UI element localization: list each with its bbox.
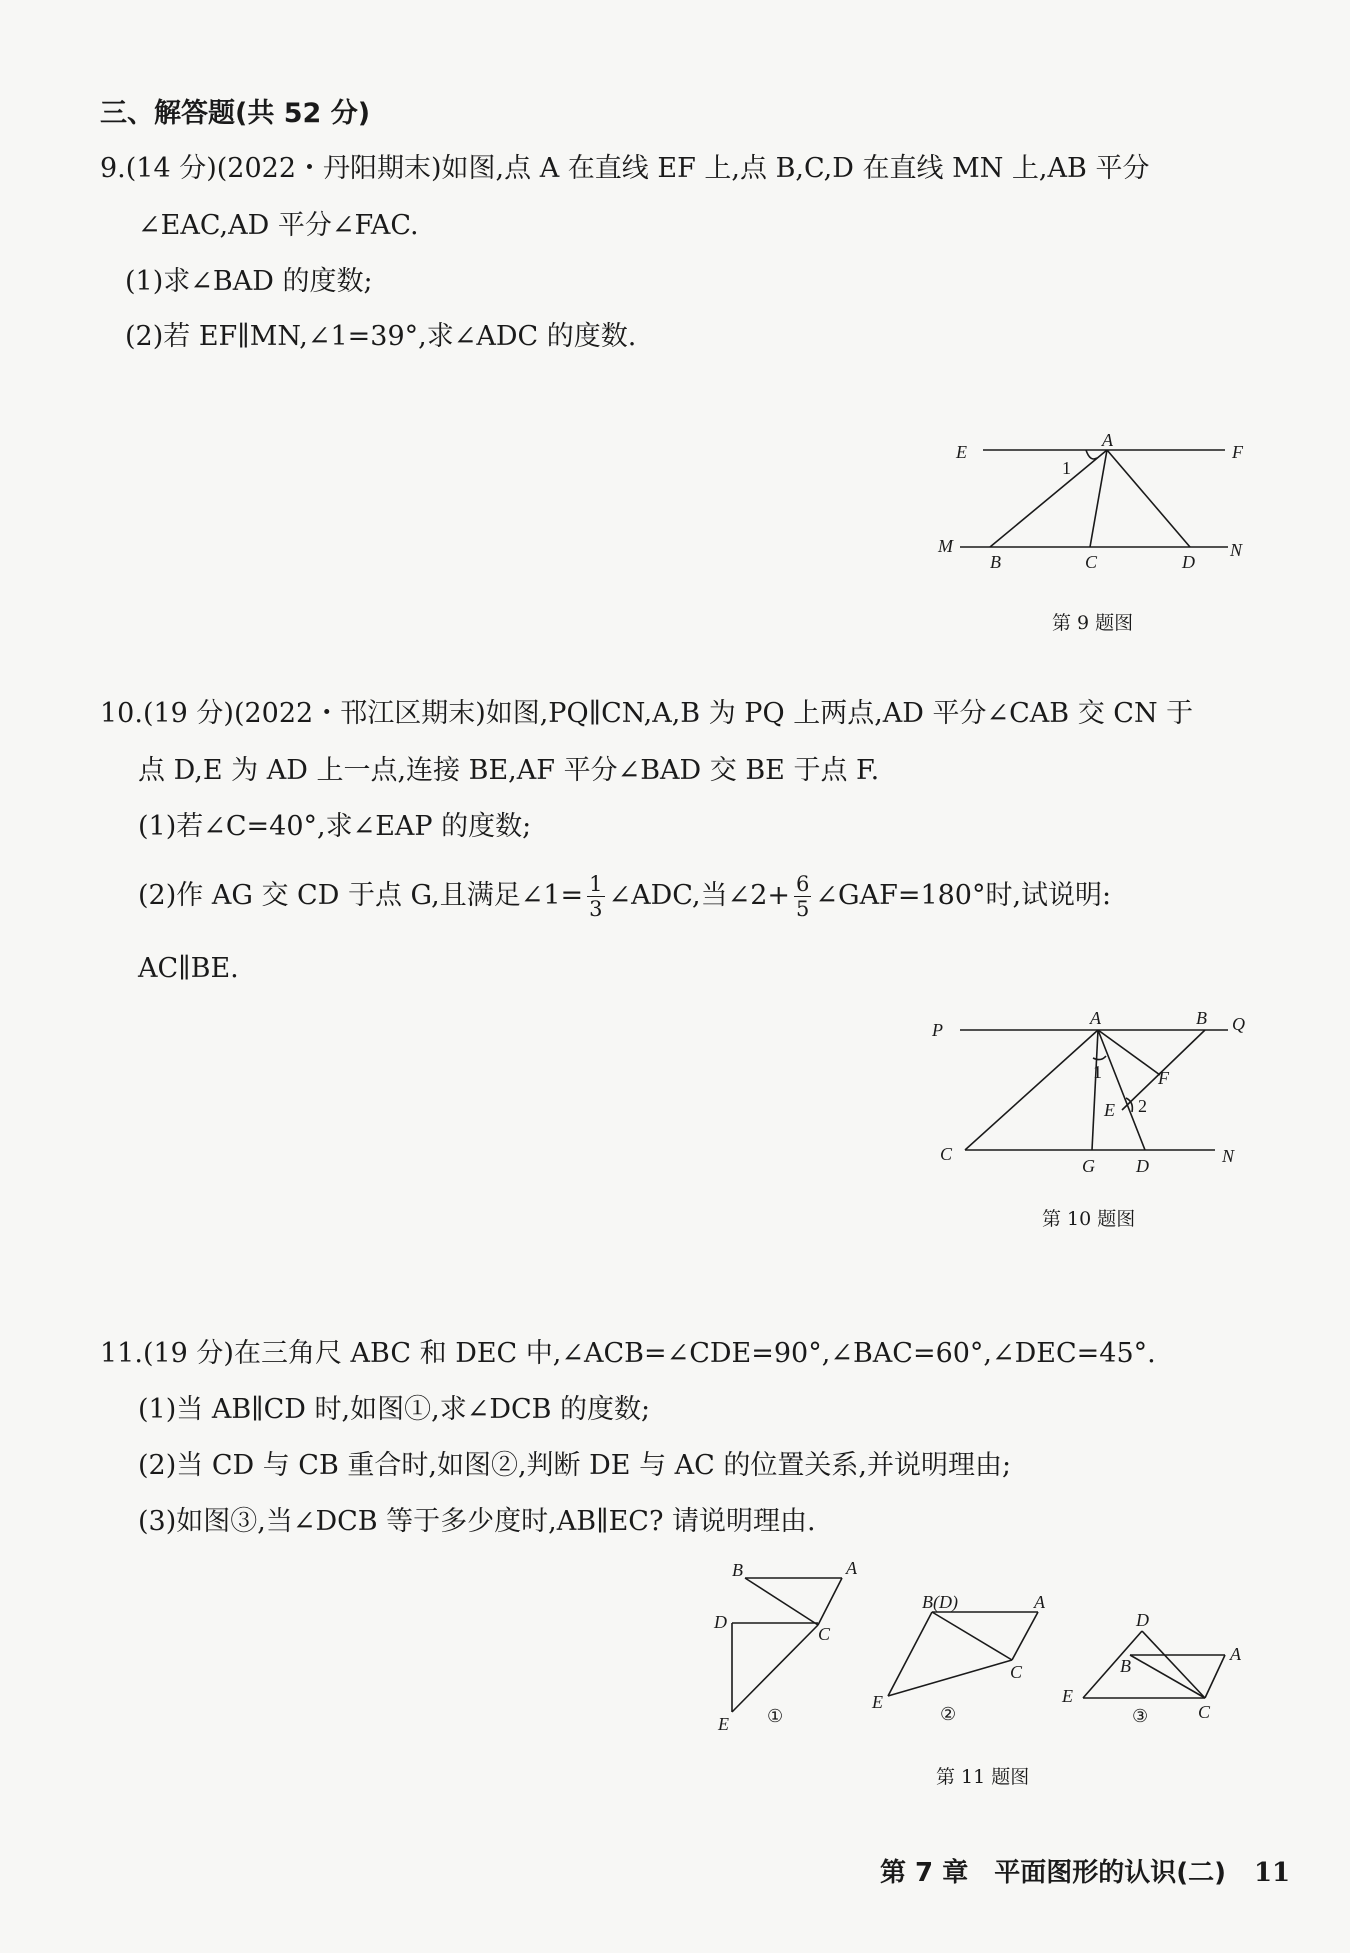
q9-label-D: D <box>1182 552 1195 572</box>
q10-caption: 第 10 题图 <box>1042 1208 1136 1230</box>
q11-fig3-B: B <box>1120 1656 1131 1676</box>
q11-fig3-D: D <box>1136 1610 1149 1630</box>
q11-fig1-mark: ① <box>767 1706 784 1726</box>
q9-label-N: N <box>1230 540 1243 560</box>
q11-fig1-E: E <box>718 1714 729 1734</box>
q9-caption: 第 9 题图 <box>1052 612 1134 634</box>
q9-part2: (2)若 EF∥MN,∠1=39°,求∠ADC 的度数. <box>125 321 637 352</box>
q11-fig1-B: B <box>732 1560 743 1580</box>
q9-label-A: A <box>1102 430 1113 450</box>
q10-label-G: G <box>1082 1156 1095 1176</box>
q9-label-F: F <box>1232 442 1243 462</box>
q9-label-E: E <box>956 442 967 462</box>
q9-label-C: C <box>1085 552 1098 572</box>
q11-fig2-BD: B(D) <box>922 1592 958 1612</box>
q10-label-Q: Q <box>1232 1014 1245 1034</box>
q10-line1: 10.(19 分)(2022・邗江区期末)如图,PQ∥CN,A,B 为 PQ 上两点,AD 平分∠CAB 交 CN 于 <box>100 698 1194 729</box>
page-number: 11 <box>1253 1858 1291 1888</box>
q11-line1: 11.(19 分)在三角尺 ABC 和 DEC 中,∠ACB=∠CDE=90°,∠BAC=60°,∠DEC=45°. <box>100 1338 1156 1369</box>
q10-label-B: B <box>1196 1008 1207 1028</box>
q11-fig3-C: C <box>1198 1702 1211 1722</box>
page-footer <box>880 1852 1290 1889</box>
q11-fig2-A: A <box>1034 1592 1045 1612</box>
frac2-denominator: 5 <box>796 897 810 922</box>
q11-caption: 第 11 题图 <box>936 1766 1030 1788</box>
q10-label-D: D <box>1136 1156 1149 1176</box>
q11-part3: (3)如图③,当∠DCB 等于多少度时,AB∥EC? 请说明理由. <box>138 1506 816 1537</box>
q9-label-M: M <box>938 536 953 556</box>
q11-fig3-E: E <box>1062 1686 1073 1706</box>
frac2-numerator: 6 <box>796 872 810 896</box>
q10-part2-a: (2)作 AG 交 CD 于点 G,且满足∠1= <box>138 880 584 912</box>
q11-fig2-C: C <box>1010 1662 1023 1682</box>
q9-label-1: 1 <box>1062 458 1071 478</box>
q10-label-A: A <box>1090 1008 1101 1028</box>
chapter-title: 第 7 章 平面图形的认识(二) <box>880 1858 1226 1888</box>
q11-fig2-E: E <box>872 1692 883 1712</box>
q11-fig3-mark: ③ <box>1132 1706 1149 1726</box>
frac1-denominator: 3 <box>589 897 603 922</box>
q10-part1: (1)若∠C=40°,求∠EAP 的度数; <box>138 811 532 842</box>
q11-fig3-A: A <box>1230 1644 1241 1664</box>
q11-fig1-A: A <box>846 1558 857 1578</box>
q11-fig1-C: C <box>818 1624 831 1644</box>
q9-label-B: B <box>990 552 1001 572</box>
q10-line2: 点 D,E 为 AD 上一点,连接 BE,AF 平分∠BAD 交 BE 于点 F. <box>138 755 880 786</box>
q10-label-C: C <box>940 1144 953 1164</box>
q11-part1: (1)当 AB∥CD 时,如图①,求∠DCB 的度数; <box>138 1394 651 1425</box>
q10-part2-c: ∠GAF=180°时,试说明: <box>815 880 1112 912</box>
q10-label-2: 2 <box>1138 1096 1147 1116</box>
q10-label-P: P <box>932 1020 943 1040</box>
q9-line2: ∠EAC,AD 平分∠FAC. <box>138 210 419 241</box>
q9-line1: 9.(14 分)(2022・丹阳期末)如图,点 A 在直线 EF 上,点 B,C,D 在直线 MN 上,AB 平分 <box>100 153 1150 184</box>
q10-label-N: N <box>1222 1146 1235 1166</box>
q11-part2: (2)当 CD 与 CB 重合时,如图②,判断 DE 与 AC 的位置关系,并说明理由; <box>138 1450 1012 1481</box>
q11-fig2-mark: ② <box>940 1704 957 1724</box>
q10-part2-d: AC∥BE. <box>138 953 239 984</box>
q9-part1: (1)求∠BAD 的度数; <box>125 266 373 297</box>
section-heading: 三、解答题(共 52 分) <box>100 98 371 129</box>
q10-label-1: 1 <box>1093 1062 1102 1082</box>
q10-label-E: E <box>1104 1100 1115 1120</box>
q10-label-F: F <box>1158 1068 1169 1088</box>
frac1-numerator: 1 <box>589 872 603 896</box>
q11-fig1-D: D <box>714 1612 727 1632</box>
q10-part2-b: ∠ADC,当∠2+ <box>608 880 791 912</box>
